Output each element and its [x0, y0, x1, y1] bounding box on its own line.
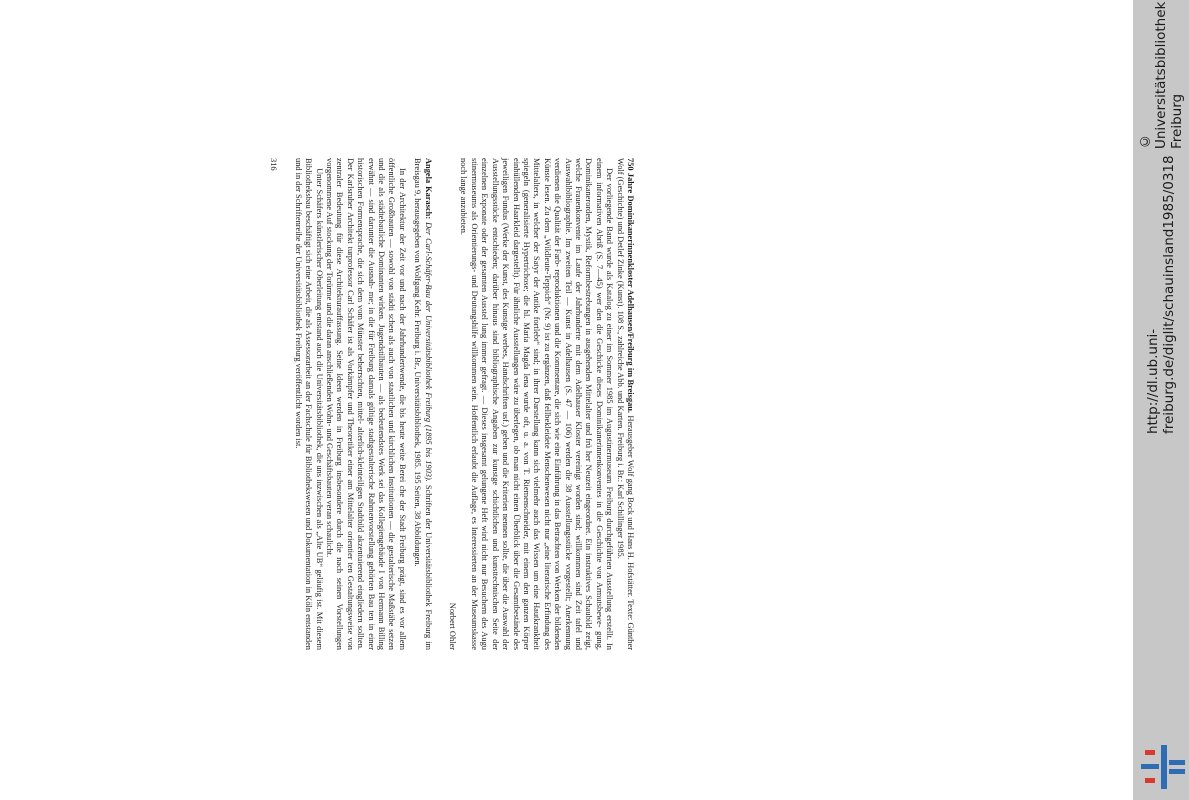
review-1-body: Der vorliegende Band wurde als Katalog zu einer im Sommer 1985 im Augustinermuseum Freiburg durchgeführten Ausstellung erstellt. In einem informativen Abriß (S. 7—45) wer den die Geschicke dieses Dominikanerinnenkonventes in die Geschichte von Armutsbewe- gung, Dominikanerorden, Mystik, Reformbestrebungen in ausgehenden Mittelalter und frü her Neuzeit eingeordnet. Ein instruktives Schaubild zeigt, welche Frauenkonvente im Laufe der Jahrhunderte mit dem Adelhauser Kloster vereinigt worden sind; willkommen sind Zeit tafel und Auswahlbibliographie. Im zweiten Teil — Kunst in Adelhausen (S. 47 — 106) werden die 38 Ausstellungsstücke vorgestellt; Anerkennung verdienen die Qualität der Farb- reproduktionen und die Kommentare, die sich wie eine Einführung in das Betrachten von Werken der bildenden Künste lesen. Zu dem „Wildleute-Teppich“ (Nr. 9) ist zu ergänzen, daß fellbekleidete Menschenwesen nicht nur „eine literarische Erfindung des Mittelalters, in welcher der Satyr der Antike fortlebt“ sind; in ihrer Darstellung kann sich vielmehr auch das Wissen um eine Hautkrankheit spiegeln (generalisierte Hypertrichose; die hl. Maria Magda lena wurde oft, u. a. von T. Riemenschneider, mit einem den ganzen Körper einhüllenden Haarkleid dargestellt). Für ähnliche Ausstellungen wäre zu überlegen, ob man nicht einen Überblick über die Gesamtbestände des jeweiligen Fundus (Werke der Kunst, des Kunstge werbes, Handschriften usf.) geben und die Kriterien nennen sollte, die über die Auswahl der Ausstellungsstücke entschieden; darüber hinaus sind bibliographische Angaben zur kunstge schichtlichen und kunsttechnischen Seite der einzelnen Exponate oder der gesamten Ausstel lung immer gefragt. — Dieses insgesamt gelungene Heft wird nicht nur Besuchern des Augu stinermuseums als Orientierungs- und Deutungshilfe willkommen sein. Hoffentlich erlaubt die Auflage, es Interessierten an der Museumskasse noch lange anzubieten. — [459, 158, 615, 650]
review-1-signature: Norbert Ohler — [448, 602, 458, 650]
rotated-text-block — [185, 158, 635, 650]
logo-bar-vertical — [1161, 745, 1167, 789]
source-url-link[interactable]: http://dl.ub.uni-freiburg.de/diglit/schauinsland1985/0318 — [1145, 155, 1177, 434]
page-number: 316 — [269, 158, 279, 171]
review-2-para-1: In der Architektur der Zeit vor und nach der Jahrhundertwende, die bis heute weite Berei che der Stadt Freiburg prägt, sind es vor allem öffentliche Großbauten — sowohl von städti schen als auch von staatlichen und kirchlichen Institutionen — die gestalterische Maßstäbe setzen und die als städtebauliche Dominanten wirken. Jugendstilbauten — als bedeutendstes Werk sei das Kollegiengebäude I von Hermann Billing erwähnt — sind darunter die Ausnah- me; in die für Freiburg damals gültige stadtgestalterische Rahmenvorstellung gehörten Bau ten in einer historischen Formensprache, die sich dem vom Münster beherrschten, mittel- alterlich-kleinteiligen Stadtbild akzentuierend eingliedern sollten. Der Karlsruher Architekt turprofessor Carl Schäfer ist als Vorkämpfer und Theoretiker einer am Mittelalter orientier ten Gestaltungsweise von zentraler Bedeutung für diese Architekturauffassung. Seine Ideen werden in Freiburg insbesondere durch die nach seinen Vorstellungen vorgenommene Auf stockung der Torürme und die daran anschließenden Wohn- und Geschäftsbauten veran schaulicht. — [325, 158, 407, 650]
review-2-meta: Schriften der Universitätsbibliothek Freiburg im Breisgau 9, herausgegeben von Wolfgang Kehr. Freiburg i. Br., Universitätsbibliothek, 1985. 195 Seiten, 38 Abbildungen. — [413, 158, 433, 651]
review-2-header — [412, 158, 433, 650]
library-sidebar — [1133, 0, 1189, 800]
logo-red-top — [1145, 750, 1155, 755]
page-text-area — [185, 158, 635, 650]
logo-bar-right-1 — [1169, 760, 1185, 765]
review-2-author: Angela Karasch: — [423, 158, 433, 220]
sidebar-text — [1133, 4, 1189, 434]
review-1-header — [614, 158, 635, 650]
copyright-notice: © Universitätsbibliothek Freiburg — [1137, 2, 1185, 150]
review-2-para-2: Unter Schäfers künstlerischer Oberleitung entstand auch die Universitätsbibliothek, die uns inzwischen als „Alte UB“ geläufig ist. Mit diesem Bibliotheksbau beschäftigt sich eine Arbeit, die als Assessorarbeit an der Fachschule für Bibliothekswesen und Dokumentation in Köln entstanden und in der Schriftenreihe der Universitätsbibliothek Freiburg veröffentlicht worden ist. — [293, 158, 324, 650]
review-1-title: 750 Jahre Dominikanerinnenkloster Adelhausen/Freiburg im Breisgau. — [626, 158, 635, 414]
spacer — [433, 158, 447, 650]
library-logo-icon — [1141, 742, 1185, 792]
logo-bar-left — [1141, 764, 1159, 769]
review-1-meta: Herausgeber Wolf gang Bock und Hans H. Hofstätter. Texte: Günther Wolf (Geschichte) und Detlef Zinke (Kunst). 108 S., zahlreiche Abb. und Karten. Freiburg i. Br.: Karl Schillinger 1985. — [615, 158, 635, 651]
logo-red-bottom — [1145, 778, 1155, 783]
review-2-title: Der Carl-Schäfer-Bau der Universitätsbibliothek Freiburg (1895 bis 1903). — [423, 222, 433, 482]
logo-bar-right-2 — [1169, 769, 1185, 774]
